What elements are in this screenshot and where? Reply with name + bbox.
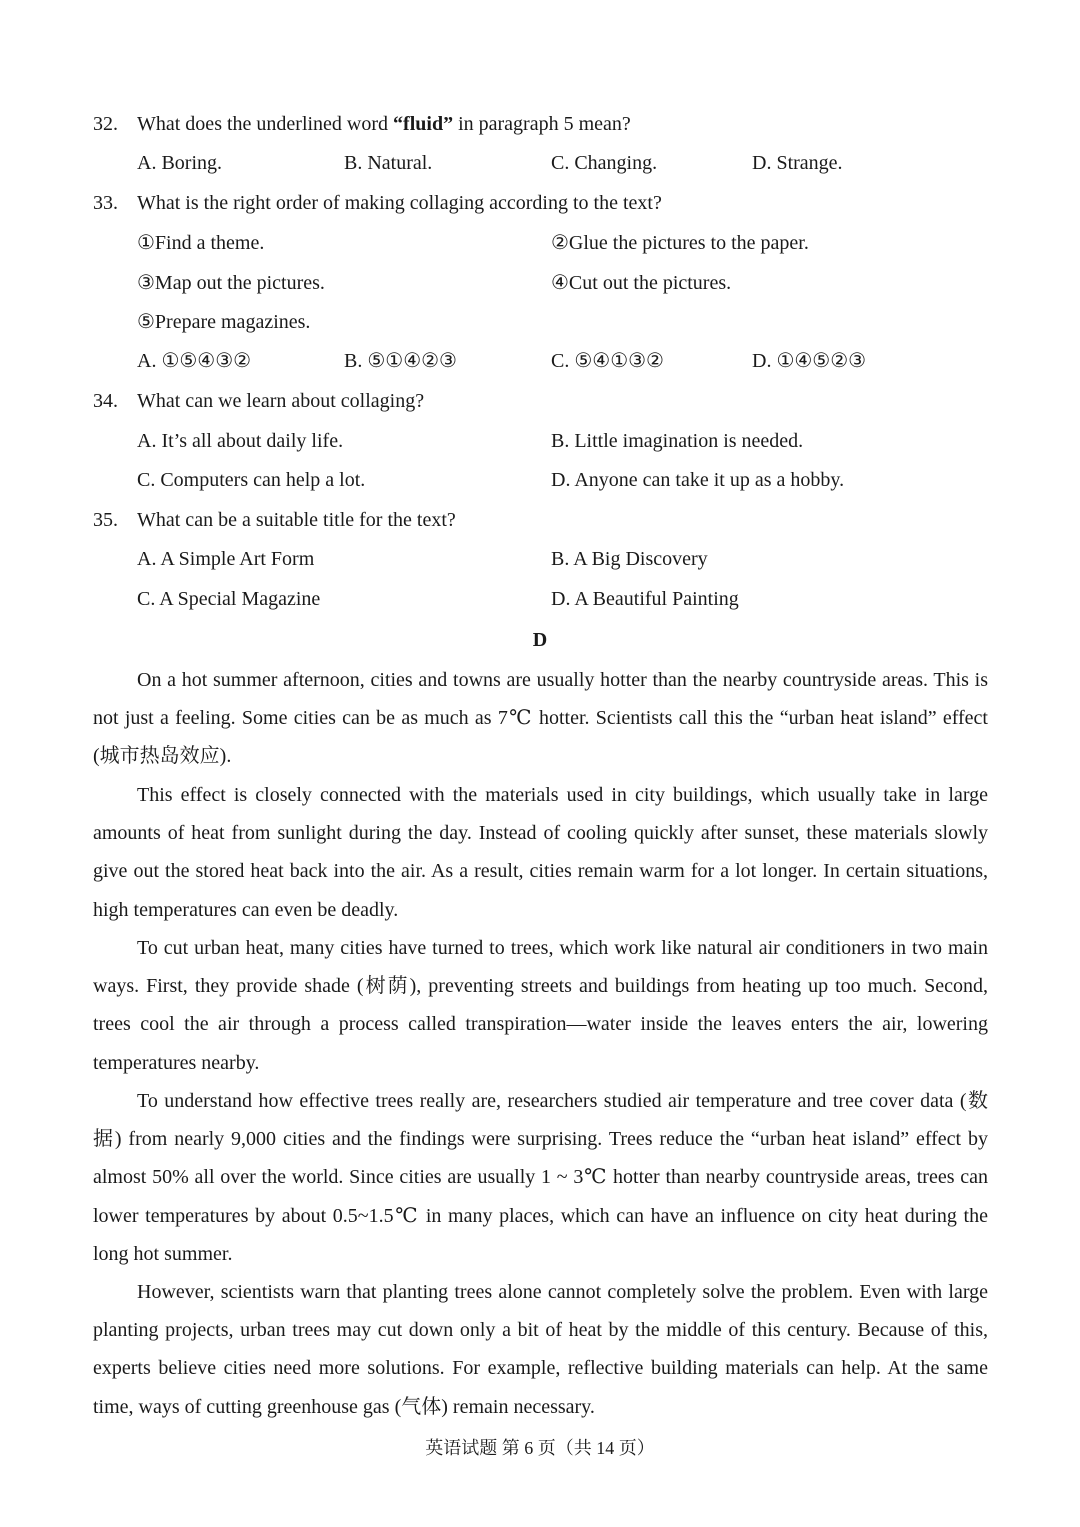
option-d: D. A Beautiful Painting bbox=[551, 588, 739, 610]
question-number: 34. bbox=[93, 390, 118, 412]
option-b: B. A Big Discovery bbox=[551, 548, 708, 570]
keyword: “fluid” bbox=[393, 113, 454, 135]
question-number: 33. bbox=[93, 192, 118, 214]
step-item: ③Map out the pictures. bbox=[137, 272, 325, 294]
question-number: 32. bbox=[93, 113, 118, 135]
question-text-part: What does the underlined word bbox=[137, 113, 394, 135]
option-d: D. ①④⑤②③ bbox=[752, 350, 867, 372]
question-text: What can we learn about collaging? bbox=[137, 390, 425, 412]
paragraph: To cut urban heat, many cities have turned to trees, which work like natural air conditioners in two main ways. First, they provide shade (树荫), preventing streets and buildings from heating up too much. Second, trees cool the air through a process called transpiration—water inside the leaves enters the air, lowering temperatures nearby. bbox=[93, 937, 988, 1074]
page-footer: 英语试题 第 6 页（共 14 页） bbox=[425, 1438, 655, 1458]
option-d: D. Anyone can take it up as a hobby. bbox=[551, 469, 845, 491]
option-a: A. A Simple Art Form bbox=[137, 548, 315, 570]
question-text-part: in paragraph 5 mean? bbox=[453, 113, 631, 135]
option-c: C. A Special Magazine bbox=[137, 588, 321, 610]
option-c: C. Changing. bbox=[551, 152, 658, 174]
option-a: A. Boring. bbox=[137, 152, 222, 174]
paragraph: On a hot summer afternoon, cities and towns are usually hotter than the nearby countryside areas. This is not just a feeling. Some cities can be as much as 7℃ hotter. Scientists call this the “urban heat island” effect (城市热岛效应). bbox=[93, 669, 988, 768]
question-text: What is the right order of making collaging according to the text? bbox=[137, 192, 662, 214]
option-a: A. ①⑤④③② bbox=[137, 350, 252, 372]
option-c: C. Computers can help a lot. bbox=[137, 469, 366, 491]
section-heading: D bbox=[532, 629, 548, 651]
question-text: What can be a suitable title for the text? bbox=[137, 509, 456, 531]
option-b: B. ⑤①④②③ bbox=[344, 350, 457, 372]
question-text bbox=[137, 112, 631, 136]
option-b: B. Natural. bbox=[344, 152, 433, 174]
step-item: ①Find a theme. bbox=[137, 232, 265, 254]
option-a: A. It’s all about daily life. bbox=[137, 430, 344, 452]
step-item: ⑤Prepare magazines. bbox=[137, 311, 311, 333]
step-item: ②Glue the pictures to the paper. bbox=[551, 232, 809, 254]
step-item: ④Cut out the pictures. bbox=[551, 272, 732, 294]
option-b: B. Little imagination is needed. bbox=[551, 430, 804, 452]
paragraph: However, scientists warn that planting trees alone cannot completely solve the problem. Even with large planting projects, urban trees may cut down only a bit of heat by the middle of this century. Because of this, experts believe cities need more solutions. For example, reflective building materials can help. At the same time, ways of cutting greenhouse gas (气体) remain necessary. bbox=[93, 1281, 988, 1418]
paragraph: This effect is closely connected with the materials used in city buildings, which usually take in large amounts of heat from sunlight during the day. Instead of cooling quickly after sunset, these materials slowly give out the stored heat back into the air. As a result, cities remain warm for a lot longer. In certain situations, high temperatures can even be deadly. bbox=[93, 784, 988, 921]
option-c: C. ⑤④①③② bbox=[551, 350, 664, 372]
option-d: D. Strange. bbox=[752, 152, 843, 174]
paragraph: To understand how effective trees really are, researchers studied air temperature and tree cover data (数据) from nearly 9,000 cities and the findings were surprising. Trees reduce the “urban heat island” effect by almost 50% all over the world. Since cities are usually 1 ~ 3℃ hotter than nearby countryside areas, trees can lower temperatures by about 0.5~1.5℃ in many places, which can have an influence on city heat during the long hot summer. bbox=[93, 1090, 988, 1265]
question-number: 35. bbox=[93, 509, 118, 531]
